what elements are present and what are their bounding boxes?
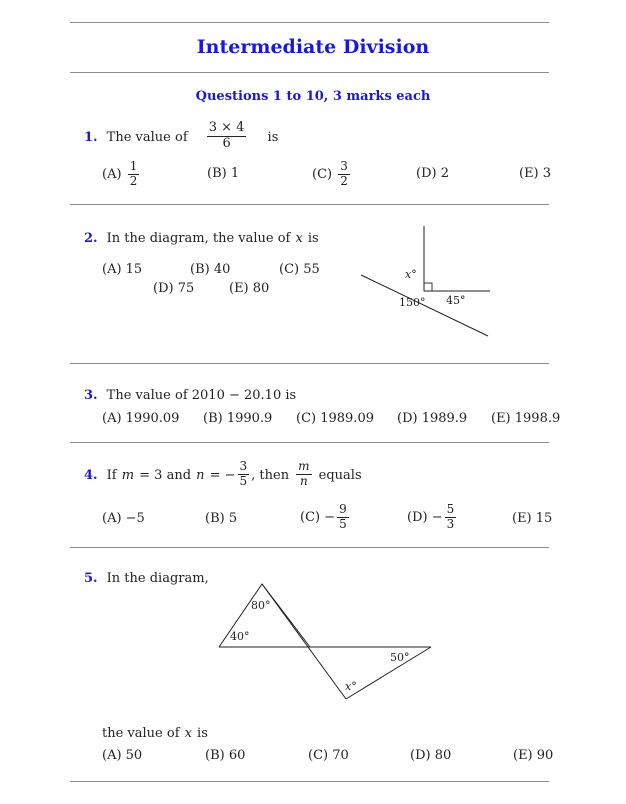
fraction — [445, 503, 457, 532]
angle-40-label: 40° — [230, 630, 250, 643]
option-e[interactable]: (E) 90 — [513, 748, 554, 763]
question-text: If — [106, 467, 117, 483]
option-b[interactable]: (B) 1 — [207, 166, 240, 181]
fraction-numerator: 3 × 4 — [208, 120, 245, 135]
fraction-numerator: m — [298, 459, 310, 473]
option-label: (C) — [312, 166, 333, 182]
option-d[interactable]: (D) 1989.9 — [397, 411, 468, 426]
fraction-denominator: 2 — [129, 173, 138, 188]
question-text: , then — [251, 467, 290, 483]
option-e[interactable]: (E) 80 — [229, 281, 270, 296]
option-a[interactable]: (A) 50 — [102, 748, 143, 763]
fraction-denominator: 5 — [339, 516, 347, 531]
fraction-denominator: 5 — [239, 473, 248, 488]
question-number: 4. — [84, 467, 98, 483]
fraction-numerator: 9 — [339, 502, 347, 516]
option-d[interactable]: (D) 80 — [410, 748, 452, 763]
fraction-numerator: 3 — [340, 159, 348, 173]
option-d[interactable]: (D) 2 — [416, 166, 449, 181]
option-a[interactable]: (A) −5 — [102, 511, 145, 526]
question-text-end: is — [197, 726, 208, 741]
bottom-rule — [70, 781, 549, 782]
option-label: (C) − — [300, 509, 336, 525]
question-text: In the diagram, the value of — [106, 231, 291, 246]
option-e[interactable]: (E) 3 — [519, 166, 552, 181]
option-a[interactable]: (A) 1990.09 — [102, 411, 180, 426]
question-4 — [84, 460, 362, 489]
fraction-numerator: 1 — [129, 159, 138, 173]
fraction-denominator: n — [300, 473, 308, 488]
right-angle-marker — [424, 283, 432, 291]
question-5 — [84, 567, 209, 586]
option-e[interactable]: (E) 15 — [512, 511, 553, 526]
variable-n: n — [196, 467, 205, 483]
option-label: (A) — [102, 166, 122, 182]
variable-m: m — [121, 467, 135, 483]
question-text-end: is — [267, 129, 279, 145]
section-subtitle: Questions 1 to 10, 3 marks each — [195, 89, 431, 104]
question-text: = 3 and — [139, 467, 192, 483]
angle-80-label: 80° — [251, 599, 271, 612]
question-text: = − — [209, 467, 236, 483]
divider — [70, 547, 549, 548]
option-b[interactable]: (B) 1990.9 — [203, 411, 273, 426]
question-number: 5. — [84, 571, 98, 586]
fraction-denominator: 2 — [340, 173, 348, 188]
lower-edge — [346, 647, 431, 699]
question-5-followup — [102, 722, 208, 741]
option-b[interactable]: (B) 5 — [205, 511, 238, 526]
fraction — [296, 460, 311, 489]
option-b[interactable]: (B) 60 — [205, 748, 246, 763]
question-text: The value of — [106, 129, 188, 145]
fraction-denominator: 3 — [446, 516, 455, 531]
divider — [70, 363, 549, 364]
option-c[interactable]: (C) 70 — [308, 748, 349, 763]
divider — [70, 442, 549, 443]
transversal-line — [262, 584, 346, 699]
question-number: 3. — [84, 388, 98, 403]
angle-50-label: 50° — [390, 651, 410, 664]
question-text: the value of — [102, 726, 180, 741]
question-3 — [84, 384, 296, 403]
option-b[interactable]: (B) 40 — [190, 262, 231, 277]
fraction — [337, 503, 349, 532]
angle-x-label: x° — [405, 268, 417, 281]
question-number: 2. — [84, 231, 98, 246]
question-text: The value of 2010 − 20.10 is — [106, 388, 297, 403]
variable: x — [184, 726, 192, 741]
variable: x — [295, 231, 303, 246]
option-c[interactable]: (C) 1989.09 — [296, 411, 374, 426]
option-a[interactable]: (A) 15 — [102, 262, 143, 277]
question-text: In the diagram, — [106, 571, 209, 586]
fraction-numerator: 5 — [446, 502, 455, 516]
option-d[interactable] — [407, 503, 458, 532]
question-text-end: is — [307, 231, 319, 246]
question-text-end: equals — [318, 467, 362, 483]
angle-x-label: x° — [345, 680, 357, 693]
option-d[interactable]: (D) 75 — [153, 281, 195, 296]
fraction-denominator: 6 — [222, 135, 231, 151]
option-c[interactable] — [300, 503, 351, 532]
question-number: 1. — [84, 129, 98, 145]
fraction — [238, 460, 250, 489]
option-c[interactable]: (C) 55 — [279, 262, 320, 277]
angle-45-label: 45° — [446, 294, 466, 307]
option-e[interactable]: (E) 1998.9 — [491, 411, 561, 426]
angle-150-label: 150° — [399, 296, 426, 309]
page-title: Intermediate Division — [196, 36, 430, 58]
option-label: (D) − — [407, 509, 443, 525]
fraction-numerator: 3 — [239, 459, 248, 473]
